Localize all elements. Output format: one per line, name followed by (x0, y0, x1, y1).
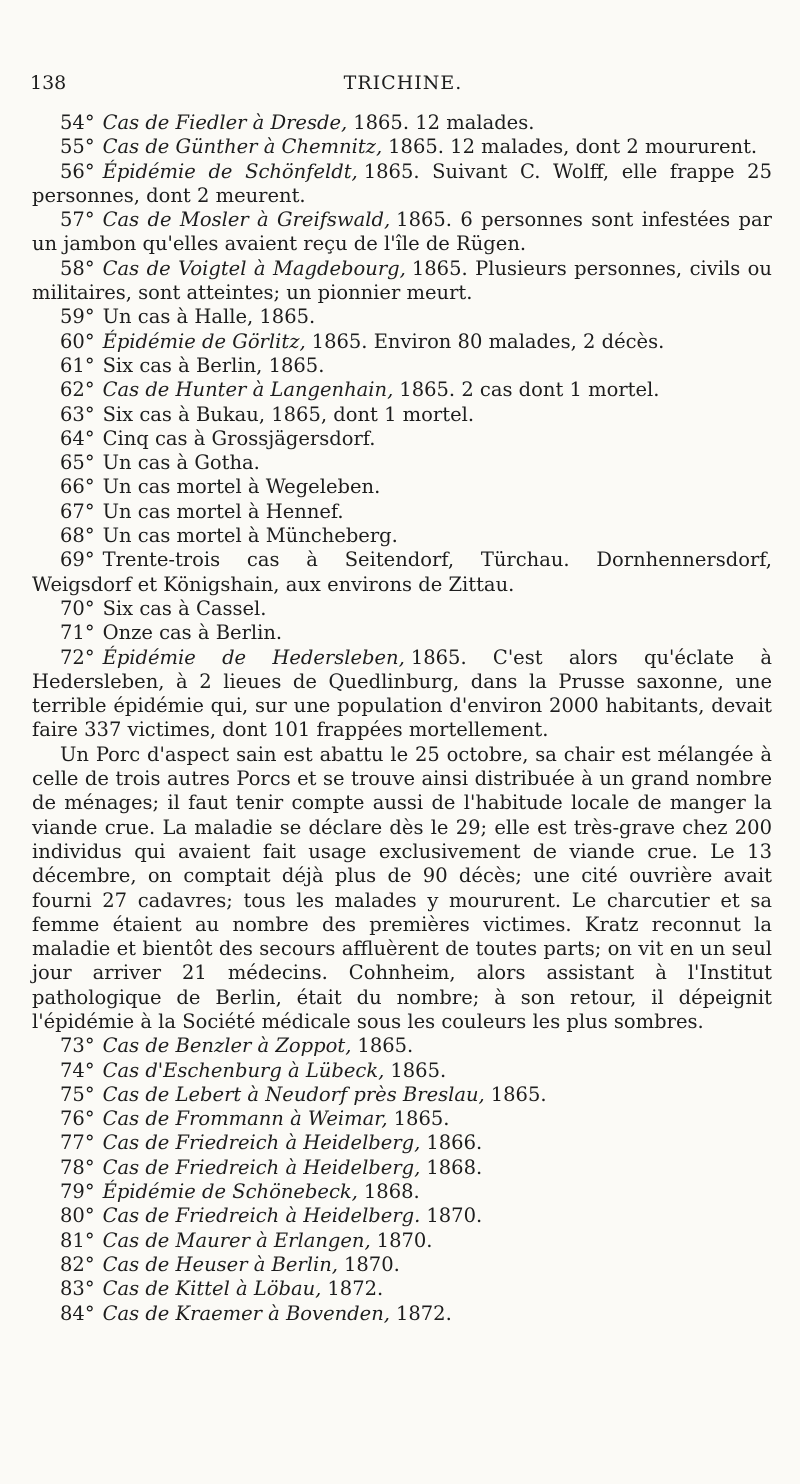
entry-number: 82° (60, 1252, 95, 1276)
entry-number: 84° (60, 1301, 95, 1325)
entry-text: Un cas mortel à Hennef. (102, 499, 344, 523)
entry-title: Cas de Friedreich à Heidelberg. (102, 1204, 421, 1228)
entry-number: 81° (60, 1228, 95, 1252)
entry-title: Cas de Hunter à Langenhain, (102, 378, 394, 402)
case-entry (32, 111, 772, 135)
entry-title: Cas de Kittel à Löbau, (102, 1277, 322, 1301)
entry-text: 1865. 12 malades, dont 2 moururent. (388, 135, 758, 159)
entry-text: Six cas à Berlin, 1865. (102, 353, 325, 377)
entry-text: 1865. (393, 1107, 450, 1131)
entry-text: 1865. Environ 80 malades, 2 décès. (311, 329, 665, 353)
entry-title: Cas de Maurer à Erlangen, (102, 1228, 371, 1252)
case-entry (32, 646, 772, 743)
case-entry (32, 1059, 772, 1083)
page-body (32, 111, 772, 1326)
entry-number: 79° (60, 1180, 95, 1204)
entry-text: 1865. Plusieurs personnes, civils ou militaires, sont atteintes; un pionnier meurt. (32, 256, 772, 305)
entry-text: 1870. (426, 1204, 483, 1228)
entry-text: 1865. 12 malades. (353, 111, 535, 134)
entry-title: Cas de Heuser à Berlin, (102, 1252, 338, 1276)
entry-title: Cas de Voigtel à Magdebourg, (102, 256, 406, 280)
case-entry (32, 1302, 772, 1326)
entry-text: 1865. (390, 1058, 447, 1082)
page-number: 138 (30, 72, 67, 94)
case-entry (32, 548, 772, 597)
case-entry (32, 1180, 772, 1204)
entry-title: Cas de Friedreich à Heidelberg, (102, 1155, 421, 1179)
entry-text: Onze cas à Berlin. (102, 621, 283, 645)
case-entry (32, 1131, 772, 1155)
entry-number: 74° (60, 1058, 95, 1082)
entry-text: 1866. (426, 1131, 483, 1155)
entry-number: 78° (60, 1155, 95, 1179)
case-entry (32, 1229, 772, 1253)
entry-text: 1870. (376, 1228, 433, 1252)
case-list-a (32, 111, 772, 743)
entry-title: Épidémie de Schönebeck, (102, 1180, 358, 1204)
case-entry (32, 475, 772, 499)
entry-number: 62° (60, 378, 95, 402)
entry-number: 64° (60, 426, 95, 450)
case-entry (32, 257, 772, 306)
entry-text: Six cas à Cassel. (102, 596, 267, 620)
entry-text: 1865. 2 cas dont 1 mortel. (399, 378, 660, 402)
entry-number: 73° (60, 1034, 95, 1058)
case-entry (32, 1277, 772, 1301)
case-list-b (32, 1034, 772, 1326)
entry-text: 1865. (357, 1034, 414, 1058)
case-entry (32, 403, 772, 427)
case-entry (32, 1083, 772, 1107)
entry-text: 1872. (327, 1277, 384, 1301)
entry-text: 1870. (343, 1252, 400, 1276)
entry-number: 69° (60, 548, 95, 572)
entry-number: 54° (60, 111, 95, 134)
case-entry (32, 378, 772, 402)
entry-number: 68° (60, 524, 95, 548)
case-entry (32, 1156, 772, 1180)
entry-text: Un cas à Halle, 1865. (102, 305, 316, 329)
running-title: TRICHINE. (343, 72, 463, 94)
case-entry (32, 1253, 772, 1277)
case-entry (32, 500, 772, 524)
entry-number: 76° (60, 1107, 95, 1131)
entry-title: Épidémie de Hedersleben, (102, 645, 405, 669)
entry-text: 1868. (426, 1155, 483, 1179)
case-entry (32, 305, 772, 329)
entry-number: 65° (60, 451, 95, 475)
entry-number: 72° (60, 645, 95, 669)
entry-title: Cas de Benzler à Zoppot, (102, 1034, 352, 1058)
entry-number: 57° (60, 208, 95, 232)
entry-number: 77° (60, 1131, 95, 1155)
entry-number: 71° (60, 621, 95, 645)
entry-title: Cas de Fiedler à Dresde, (102, 111, 348, 134)
running-header (30, 72, 776, 102)
entry-text: 1865. 6 personnes sont infestées par un jambon qu'elles avaient reçu de l'île de Rügen. (32, 208, 772, 256)
case-entry (32, 524, 772, 548)
entry-text: Un cas mortel à Wegeleben. (102, 475, 381, 499)
entry-title: Cas d'Eschenburg à Lübeck, (102, 1058, 385, 1082)
entry-number: 58° (60, 256, 95, 280)
entry-title: Cas de Kraemer à Bovenden, (102, 1301, 390, 1325)
entry-title: Cas de Frommann à Weimar, (102, 1107, 388, 1131)
case-entry (32, 1204, 772, 1228)
entry-number: 61° (60, 353, 95, 377)
entry-text: Six cas à Bukau, 1865, dont 1 mortel. (102, 402, 475, 426)
entry-number: 70° (60, 596, 95, 620)
case-entry (32, 330, 772, 354)
entry-text: 1865. C'est alors qu'éclate à Hedersleben, à 2 lieues de Quedlinburg, dans la Prusse saxonne, une terrible épidémie qui, sur une population d'environ 2000 habitants, devait faire 337 victimes, dont 101 frappées mortellement. (32, 645, 772, 742)
entry-text: 1868. (363, 1180, 420, 1204)
entry-title: Cas de Günther à Chemnitz, (102, 135, 383, 159)
case-entry (32, 160, 772, 209)
entry-text: 1865. Suivant C. Wolff, elle frappe 25 personnes, dont 2 meurent. (32, 159, 772, 207)
entry-number: 66° (60, 475, 95, 499)
case-entry (32, 427, 772, 451)
case-entry (32, 1107, 772, 1131)
entry-number: 56° (60, 159, 95, 183)
entry-number: 83° (60, 1277, 95, 1301)
entry-text: Un cas mortel à Müncheberg. (102, 524, 398, 548)
entry-number: 59° (60, 305, 95, 329)
entry-text: 1872. (395, 1301, 452, 1325)
entry-text: 1865. (490, 1082, 547, 1106)
case-entry (32, 1034, 772, 1058)
entry-number: 60° (60, 329, 95, 353)
entry-title: Cas de Friedreich à Heidelberg, (102, 1131, 421, 1155)
hedersleben-paragraph: Un Porc d'aspect sain est abattu le 25 octobre, sa chair est mélangée à celle de trois autres Porcs et se trouve ainsi distribuée à un grand nombre de ménages; il faut tenir compte aussi de l'habitude locale de manger la viande crue. La maladie se déclare dès le 29; elle est très-grave chez 200 individus qui avaient fait usage exclusivement de viande crue. Le 13 décembre, on comptait déjà plus de 90 décès; une cité ouvrière avait fourni 27 cadavres; tous les malades y moururent. Le charcutier et sa femme étaient au nombre des premières victimes. Kratz reconnut la maladie et bientôt des secours affluèrent de toutes parts; on vit en un seul jour arriver 21 médecins. Cohnheim, alors assistant à l'Institut pathologique de Berlin, était du nombre; à son retour, il dépeignit l'épidémie à la Société médicale sous les couleurs les plus sombres. (32, 742, 772, 1033)
entry-number: 55° (60, 135, 95, 159)
entry-text: Trente-trois cas à Seitendorf, Türchau. Dornhennersdorf, Weigsdorf et Königshain, aux environs de Zittau. (32, 548, 772, 596)
entry-title: Épidémie de Görlitz, (102, 329, 306, 353)
entry-title: Épidémie de Schönfeldt, (102, 159, 358, 183)
case-entry (32, 451, 772, 475)
entry-number: 80° (60, 1204, 95, 1228)
case-entry (32, 208, 772, 257)
entry-title: Cas de Lebert à Neudorf près Breslau, (102, 1082, 485, 1106)
entry-number: 75° (60, 1082, 95, 1106)
entry-text: Cinq cas à Grossjägersdorf. (102, 426, 376, 450)
case-entry (32, 597, 772, 621)
case-entry (32, 621, 772, 645)
case-entry (32, 135, 772, 159)
entry-number: 67° (60, 499, 95, 523)
entry-text: Un cas à Gotha. (102, 451, 260, 475)
entry-number: 63° (60, 402, 95, 426)
entry-title: Cas de Mosler à Greifswald, (102, 208, 391, 232)
case-entry (32, 354, 772, 378)
